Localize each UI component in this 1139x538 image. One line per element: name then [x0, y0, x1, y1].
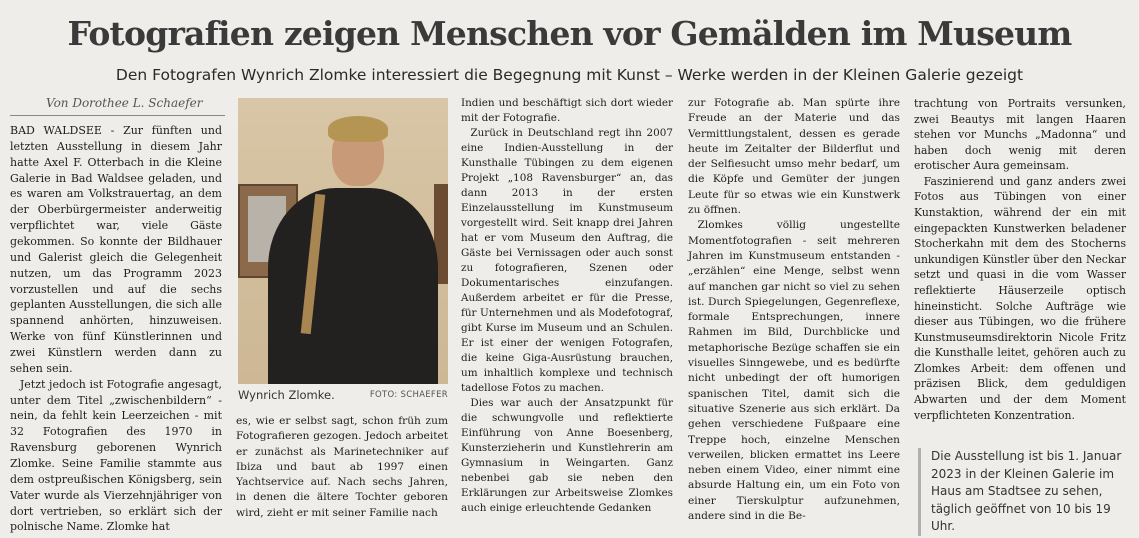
- paragraph: zur Fotografie ab. Man spürte ihre Freude an der Materie und das Vermittlungstalent, dessen es gerade heute im Zeitalter der Bilderflut und der Selfiesucht umso mehr bedarf, um die Köpfe und Gemüter der jungen Leute für so etwas wie ein Kunstwerk zu öffnen.: [688, 97, 900, 217]
- paragraph: Faszinierend und ganz anders zwei Fotos aus Tübingen von einer Kunstaktion, während der ein mit eingepackten Kunstwerken beladener Stocherkahn mit dem des Stocherns unkundigen Künstler über den Neckar setzt und quasi in die vom Wasser reflektierte Häuserzeile optisch hineinsticht. Solche Aufträge wie dieser aus Tübingen, wo die frühere Kunstmuseumsdirektorin Nicole Fritz die Kunsthalle leitet, gehören auch zu Zlomkes Arbeit: dem offenen und präzisen Blick, dem geduldigen Abwarten und der dem Moment verpflichteten Konzentration.: [914, 174, 1126, 422]
- byline-divider: [10, 115, 225, 116]
- person-hair: [328, 116, 388, 142]
- paragraph: Zurück in Deutschland regt ihn 2007 eine Indien-Ausstellung in der Kunsthalle Tübingen zu dem eigenen Projekt „108 Ravensburger“ an, das dann 2013 in der ersten Einzelausstellung im Kunstmuseum vorgestellt wird. Seit knapp drei Jahren hat er vom Museum den Auftrag, die Gäste bei Vernissagen oder auch sonst zu fotografieren, Szenen oder Dokumentarisches einzufangen. Außerdem arbeitet er für die Presse, für Unternehmen und als Modefotograf, gibt Kurse im Museum und an Schulen. Er ist einer der wenigen Fotografen, die keine Giga-Ausrüstung brauchen, um inhaltlich komplexe und technisch tadellose Fotos zu machen.: [461, 127, 673, 395]
- person-body: [268, 188, 438, 384]
- paragraph: Jetzt jedoch ist Fotografie angesagt, unter dem Titel „zwischenbildern“ - nein, da fehlt kein Leerzeichen - mit 32 Fotografien des 1970 in Ravensburg geborenen Wynrich Zlomke. Seine Familie stammte aus dem ostpreußischen Königsberg, sein Vater wurde als Vierzehnjähriger von dort vertrieben, so erklärt sich der polnische Name. Zlomke hat: [10, 377, 222, 534]
- headline: Fotografien zeigen Menschen vor Gemälden im Museum: [67, 14, 1072, 53]
- paragraph: Dies war auch der Ansatzpunkt für die schwungvolle und reflektierte Einführung von Anne Boesenberg, Kunsterzieherin und Kunstlehrerin am Gymnasium in Weingarten. Ganz nebenbei gab sie neben den Erklärungen zur Arbeitsweise Zlomkes auch einige erleuchtende Gedanken: [461, 397, 673, 515]
- article-column-1: [10, 123, 222, 535]
- paragraph: trachtung von Portraits versunken, zwei Beautys mit langen Haaren stehen vor Munchs „Madonna“ und haben doch wenig mit deren erotischer Aura gemeinsam.: [914, 97, 1126, 173]
- byline: Von Dorothee L. Schaefer: [46, 96, 203, 110]
- paragraph: es, wie er selbst sagt, schon früh zum Fotografieren gezogen. Jedoch arbeitet er zunächst als Marinetechniker auf Ibiza und baut ab 1997 einen Yachtservice auf. Nach sechs Jahren, in denen die ältere Tochter geboren wird, zieht er mit seiner Familie nach: [236, 415, 448, 519]
- photo-credit: FOTO: SCHAEFER: [369, 390, 448, 400]
- article-column-2: [236, 414, 448, 521]
- article-column-4: [688, 96, 900, 524]
- paragraph: Zlomkes völlig ungestellte Momentfotografien - seit mehreren Jahren im Kunstmuseum entstanden - „erzählen“ eine Menge, selbst wenn auf manchen gar nicht so viel zu sehen ist. Durch Spiegelungen, Gegenreflexe, formale Entsprechungen, innere Rahmen im Bild, Durchblicke und metaphorische Bezüge schaffen sie ein visuelles Sinngewebe, und es bedürfte nicht unbedingt der oft humorigen spanischen Titel, damit sich die situative Szenerie aus sich erklärt. Da gehen verschiedene Fußpaare eine Treppe hoch, einzelne Menschen verweilen, blicken ermattet ins Leere neben einem Video, einer nimmt eine absurde Haltung ein, um ein Foto von einer Tierskulptur aufzunehmen, andere sind in die Be-: [688, 219, 900, 523]
- article-column-3: [461, 96, 673, 516]
- paragraph: BAD WALDSEE - Zur fünften und letzten Ausstellung in diesem Jahr hatte Axel F. Otterbach in die Kleine Galerie in Bad Waldsee geladen, und es waren am Volkstrauertag, an dem der Oberbürgermeister anderweitig verpflichtet war, viele Gäste gekommen. So konnte der Bildhauer und Galerist gleich die Gelegenheit nutzen, um das Programm 2023 vorzustellen und auf die sechs geplanten Ausstellungen, die sich alle spannend anhörten, hinzuweisen. Werke von fünf Künstlerinnen und zwei Künstlern werden dann zu sehen sein.: [10, 124, 222, 375]
- info-box: Die Ausstellung ist bis 1. Januar 2023 in der Kleinen Galerie im Haus am Stadtsee zu sehen, täglich geöffnet von 10 bis 19 Uhr.: [918, 448, 1131, 536]
- paragraph: Indien und beschäftigt sich dort wieder mit der Fotografie.: [461, 97, 673, 125]
- photo-caption: [238, 388, 448, 402]
- article-column-5: [914, 96, 1126, 423]
- portrait-photo: [238, 98, 448, 384]
- caption-text: Wynrich Zlomke.: [238, 388, 335, 402]
- subheadline: Den Fotografen Wynrich Zlomke interessiert die Begegnung mit Kunst – Werke werden in der Kleinen Galerie gezeigt: [115, 66, 1024, 84]
